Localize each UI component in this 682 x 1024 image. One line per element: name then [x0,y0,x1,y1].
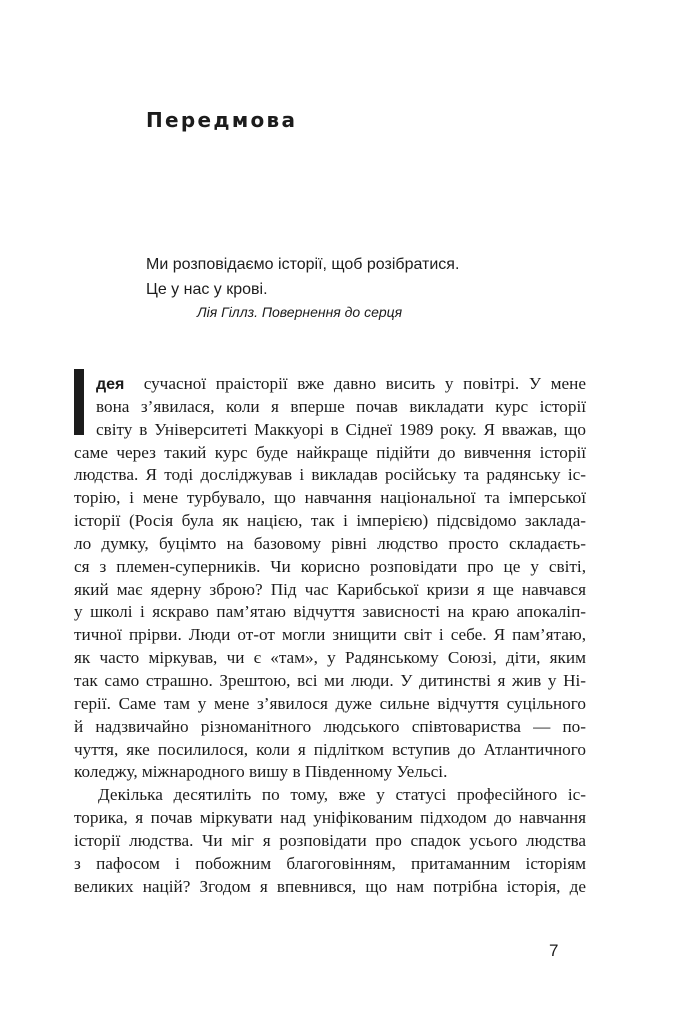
body-line: як часто міркував, чи є «там», у Радянському Союзі, діти, яким [74,648,586,668]
body-line: історії людства. Чи міг я розповідати про спадок усього людства [74,830,586,850]
body-text [74,373,586,898]
epigraph-source: Лія Гіллз. Повернення до серця [197,304,403,320]
body-line: тичної прірви. Люди от-от могли знищити світ і себе. Я пам’ятаю, [74,625,586,645]
body-line: світу в Університеті Маккуорі в Сіднеї 1989 року. Я вважав, що [96,419,586,439]
body-line: торика, я почав міркувати над уніфікованим підходом до навчання [74,808,586,828]
body-line: герії. Саме там у мене з’явилося дуже сильне відчуття суцільного [74,693,586,713]
body-line: який має ядерну зброю? Під час Карибської кризи я ще навчався [74,579,586,599]
body-line: людства. Я тоді досліджував і викладав російську та радянську іс- [74,465,586,485]
body-line [74,373,586,396]
body-line: ся з племен-суперників. Чи корисно розповідати про це у світі, [74,556,586,576]
body-line: вона з’явилася, коли я вперше почав викладати курс історії [96,396,586,416]
lead-word: дея [96,376,125,393]
body-line-text: сучасної праісторії вже давно висить у повітрі. У мене [143,374,586,393]
body-line: саме через такий курс буде найкраще підійти до вивчення історії [74,442,586,462]
page-number: 7 [549,941,559,960]
body-line: коледжу, міжнародного вишу в Південному Уельсі. [74,762,448,782]
body-line: у школі і яскраво пам’ятаю відчуття зависності на краю апокаліп- [74,602,586,622]
epigraph [146,252,459,302]
body-line: так само страшно. Зрештою, всі ми люди. У дитинстві я жив у Ні- [74,670,586,690]
body-line: з пафосом і побожним благоговінням, притаманним історіям [74,853,586,873]
body-line: Декілька десятиліть по тому, вже у статусі професійного іс- [98,785,586,805]
body-line: історії (Росія була як нацією, так і імперією) підсвідомо заклада- [74,511,586,531]
body-line: чуття, яке посилилося, коли я підлітком вступив до Атлантичного [74,739,586,759]
epigraph-line: Це у нас у крові. [146,281,268,298]
chapter-title: Передмова [146,108,298,132]
body-line: ло думку, буцімто на базовому рівні людство просто складаєть- [74,533,586,553]
body-line: великих націй? Згодом я впевнився, що нам потрібна історія, де [74,876,586,896]
body-line: торію, і мене турбувало, що навчання національної та імперської [74,488,586,508]
epigraph-line: Ми розповідаємо історії, щоб розібратися. [146,256,460,273]
body-line: й надзвичайно різноманітного людського співтовариства — по- [74,716,586,736]
